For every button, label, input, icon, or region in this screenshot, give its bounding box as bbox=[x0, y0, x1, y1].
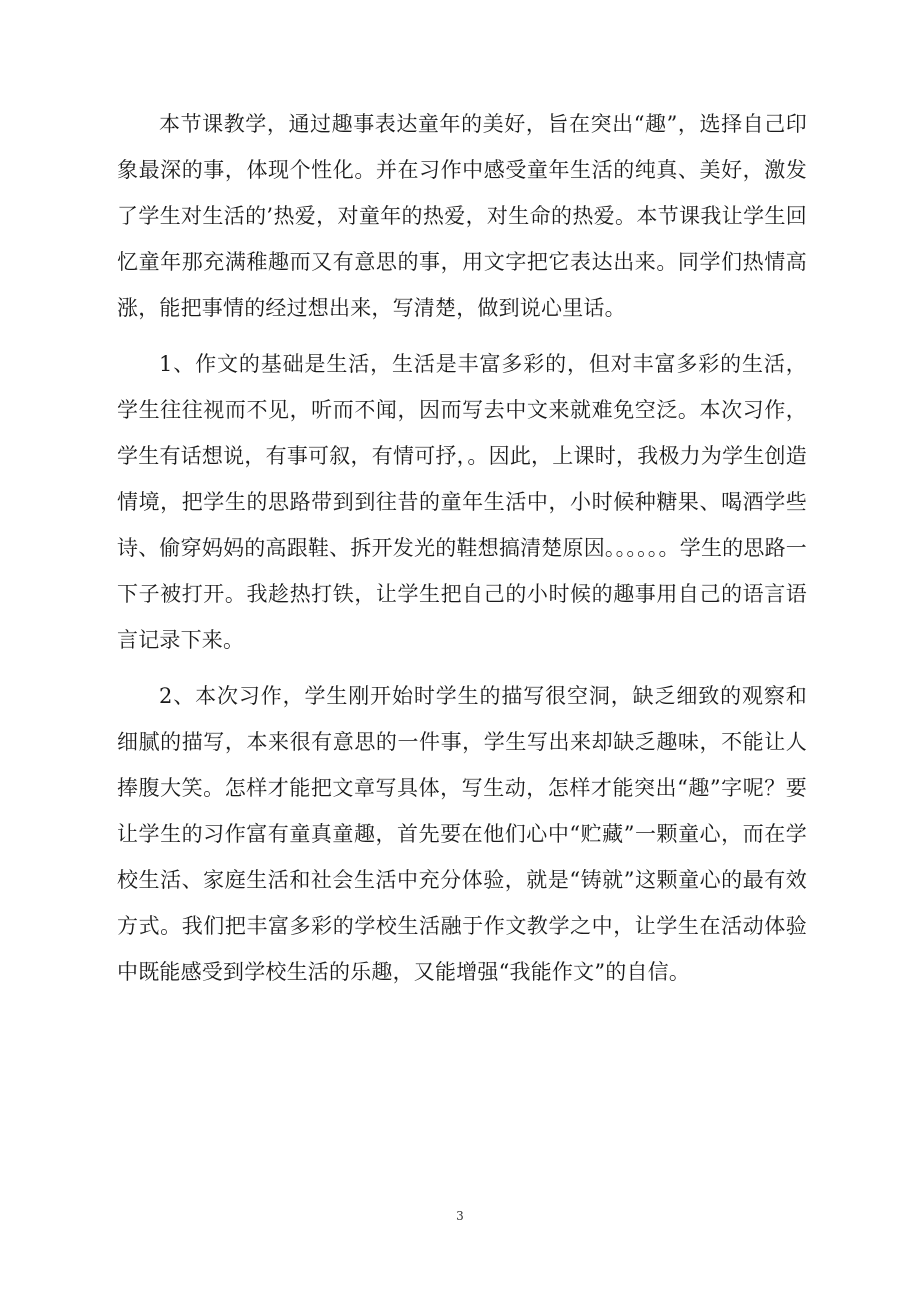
paragraph-intro: 本节课教学，通过趣事表达童年的美好，旨在突出“趣”，选择自己印象最深的事，体现个性化。并在习作中感受童年生活的纯真、美好，激发了学生对生活的’热爱，对童年的热爱，对生命的热爱。本节课我让学生回忆童年那充满稚趣而又有意思的事，用文字把它表达出来。同学们热情高涨，能把事情的经过想出来，写清楚，做到说心里话。 bbox=[117, 112, 807, 320]
document-body bbox=[117, 101, 807, 995]
paragraph-point-2: 2、本次习作，学生刚开始时学生的描写很空洞，缺乏细致的观察和细腻的描写，本来很有意思的一件事，学生写出来却缺乏趣味，不能让人捧腹大笑。怎样才能把文章写具体，写生动，怎样才能突出“趣”字呢？要让学生的习作富有童真童趣，首先要在他们心中“贮藏”一颗童心，而在学校生活、家庭生活和社会生活中充分体验，就是“铸就”这颗童心的最有效方式。我们把丰富多彩的学校生活融于作文教学之中，让学生在活动体验中既能感受到学校生活的乐趣，又能增强“我能作文”的自信。 bbox=[117, 684, 807, 984]
page-number: 3 bbox=[456, 1209, 464, 1223]
paragraph-point-1: 1、作文的基础是生活，生活是丰富多彩的，但对丰富多彩的生活，学生往往视而不见，听而不闻，因而写去中文来就难免空泛。本次习作，学生有话想说，有事可叙，有情可抒，。因此，上课时，我极力为学生创造情境，把学生的思路带到到往昔的童年生活中，小时候种糖果、喝酒学些诗、偷穿妈妈的高跟鞋、拆开发光的鞋想搞清楚原因。。。。。。学生的思路一下子被打开。我趁热打铁，让学生把自己的小时候的趣事用自己的语言语言记录下来。 bbox=[117, 352, 807, 652]
